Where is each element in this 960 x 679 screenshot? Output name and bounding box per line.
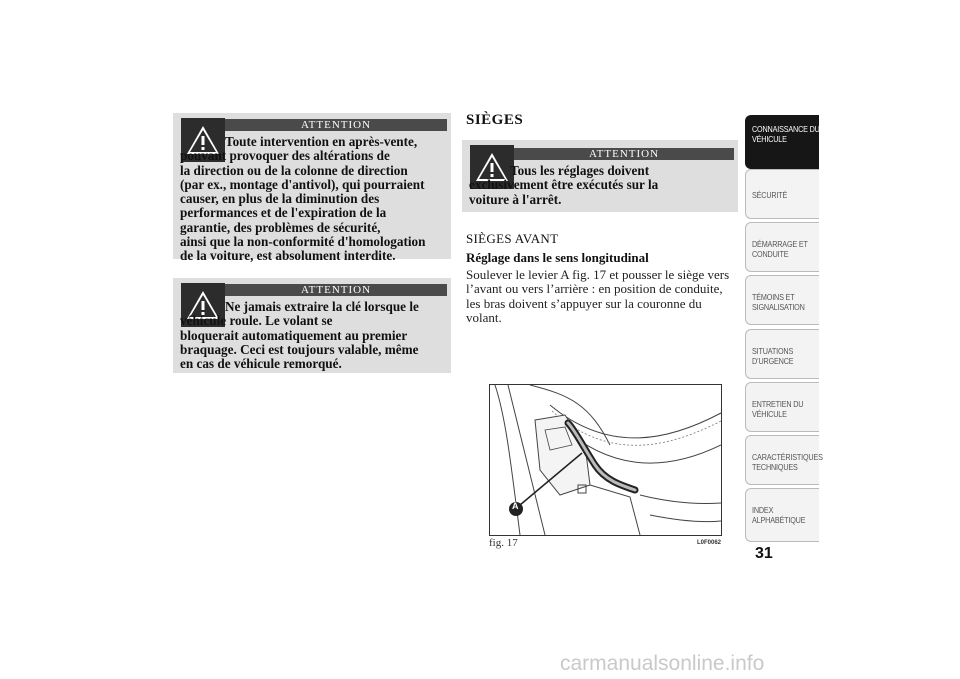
- figure-label-a: A: [512, 501, 519, 511]
- warning-box-adjustments: [462, 140, 738, 212]
- seat-lever-illustration: [489, 384, 722, 536]
- tab-caracteristiques-techniques[interactable]: [745, 435, 823, 485]
- warning-text: Tous les réglages doivent exclusivement être exécutés sur la voiture à l'arrêt.: [469, 163, 659, 207]
- warning-title: ATTENTION: [225, 284, 447, 296]
- tab-entretien-du-vehicule[interactable]: [745, 382, 819, 432]
- warning-title: ATTENTION: [225, 119, 447, 131]
- figure-caption: fig. 17: [489, 537, 518, 549]
- tab-label: SITUATIONS D’URGENCE: [752, 346, 794, 366]
- figure-code: L0F0062: [697, 540, 722, 546]
- warning-box-key: [173, 278, 451, 373]
- tab-demarrage-et-conduite[interactable]: [745, 222, 819, 272]
- sub-subsection-title: Réglage dans le sens longitudinal: [466, 250, 649, 265]
- tab-securite[interactable]: [745, 169, 819, 219]
- tab-label: CARACTÉRISTIQUES TECHNIQUES: [752, 452, 823, 472]
- tab-label: SÉCURITÉ: [752, 190, 788, 200]
- warning-box-steering: [173, 113, 451, 264]
- tab-connaissance-du-vehicule[interactable]: [745, 115, 819, 169]
- tab-index-alphabetique[interactable]: [745, 488, 819, 542]
- tab-label: INDEX ALPHABÉTIQUE: [752, 505, 806, 525]
- warning-text: Toute intervention en après-vente, pouvant provoquer des altérations de la direction ou de la colonne de direction (par ex., montage d'antivol), qui pourraient causer, en plus de la diminution des performances et de l'expiration de la garantie, des problèmes de sécurité, ainsi que la non-conformité d'homologation de la voiture, est absolument interdite.: [180, 134, 426, 264]
- tab-label: ENTRETIEN DU VÉHICULE: [752, 399, 804, 419]
- tab-label: TÉMOINS ET SIGNALISATION: [752, 292, 805, 312]
- tab-label: CONNAISSANCE DU VÉHICULE: [752, 124, 820, 144]
- page-number: 31: [755, 545, 773, 562]
- watermark: carmanualsonline.info: [560, 652, 765, 675]
- warning-title: ATTENTION: [514, 148, 734, 160]
- subsection-title: SIÈGES AVANT: [466, 231, 559, 246]
- body-paragraph: Soulever le levier A fig. 17 et pousser le siège vers l’avant ou vers l’arrière : en position de conduite, les bras doivent s’appuyer sur la couronne du volant.: [466, 267, 730, 325]
- section-title: SIÈGES: [466, 112, 524, 128]
- tab-situations-d-urgence[interactable]: [745, 329, 819, 379]
- tab-label: DÉMARRAGE ET CONDUITE: [752, 239, 808, 259]
- warning-text: Ne jamais extraire la clé lorsque le véhicule roule. Le volant se bloquerait automatiquement au premier braquage. Ceci est toujours valable, même en cas de véhicule remorqué.: [180, 299, 419, 372]
- tab-temoins-et-signalisation[interactable]: [745, 275, 819, 325]
